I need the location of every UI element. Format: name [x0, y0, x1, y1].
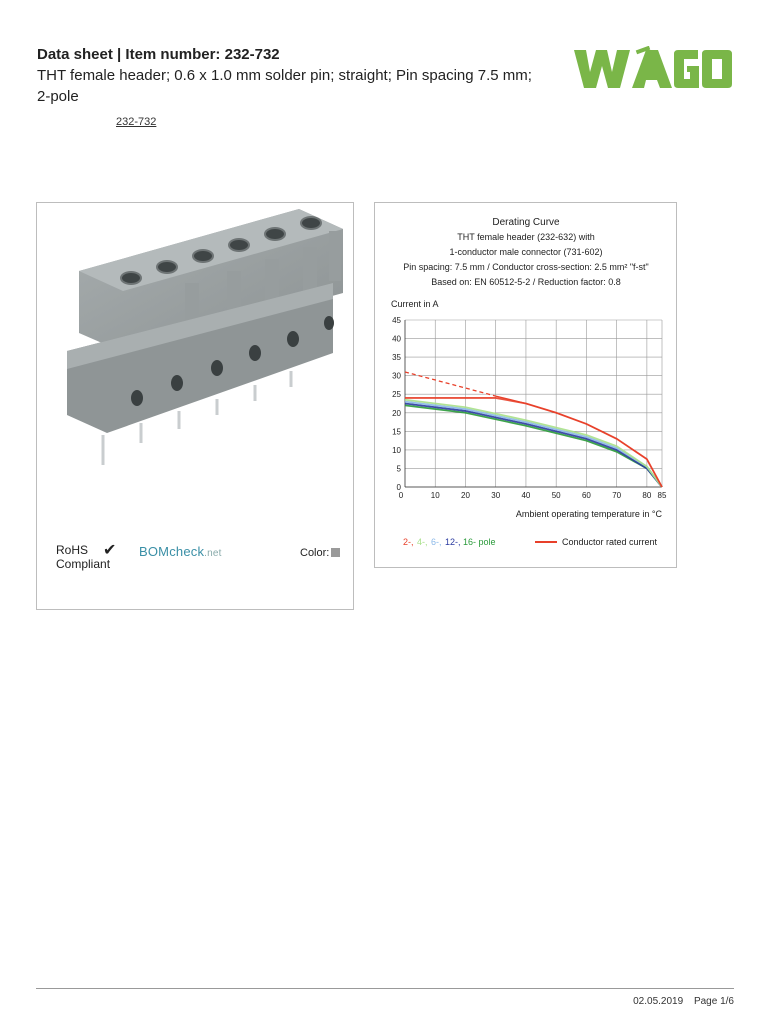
chart-title-line: Derating Curve: [492, 217, 560, 228]
x-tick-label: 70: [612, 491, 622, 500]
bomcheck-main: BOMcheck: [139, 544, 205, 559]
y-tick-label: 40: [392, 334, 401, 344]
rohs-line2: Compliant: [56, 557, 111, 571]
legend-pole-item: 2-,: [403, 537, 414, 547]
x-tick-label-zero: 0: [398, 491, 404, 500]
x-tick-label: 50: [551, 491, 561, 500]
derating-chart-box: [374, 202, 677, 568]
x-tick-label: 80: [642, 491, 652, 500]
y-tick-label: 5: [396, 464, 401, 474]
y-axis-label: Current in A: [391, 299, 439, 309]
x-tick-label: 60: [581, 491, 591, 500]
chart-title-line: Based on: EN 60512-5-2 / Reduction factor: 0.8: [431, 277, 621, 287]
y-tick-label: 30: [392, 371, 401, 381]
footer-date: 02.05.2019: [633, 996, 684, 1007]
product-subtitle: THT female header; 0.6 x 1.0 mm solder pin; straight; Pin spacing 7.5 mm; 2-pole: [37, 67, 532, 105]
legend-conductor-label: Conductor rated current: [562, 537, 658, 547]
rohs-line1: RoHS: [56, 543, 89, 557]
female-header-product-photo: [37, 203, 353, 533]
x-tick-label: 10: [430, 491, 440, 500]
chart-title-line: 1-conductor male connector (731-602): [449, 247, 603, 257]
chart-title-line: THT female header (232-632) with: [457, 232, 595, 242]
check-icon: ✔: [103, 542, 117, 559]
bomcheck-suffix: .net: [204, 548, 222, 559]
color-swatch: [331, 548, 340, 557]
wago-logo: [574, 46, 734, 92]
doc-type: Data sheet: [37, 46, 113, 63]
legend-pole-item: 6-,: [431, 537, 442, 547]
y-tick-label: 0: [396, 483, 401, 492]
y-tick-label: 45: [392, 316, 401, 325]
series-line-16-pole: [405, 405, 662, 487]
product-box: [36, 202, 354, 610]
footer-page: Page 1/6: [693, 996, 734, 1007]
legend-pole-item: 4-,: [417, 537, 428, 547]
chart-title-line: Pin spacing: 7.5 mm / Conductor cross-section: 2.5 mm² "f-st": [403, 262, 649, 272]
footer: [625, 996, 734, 1007]
series-line-2-pole: [405, 398, 662, 487]
item-number-link[interactable]: 232-732: [116, 116, 157, 128]
legend-pole-item: 12-,: [445, 537, 461, 547]
x-tick-label: 40: [521, 491, 531, 500]
series-line-12-pole: [405, 404, 662, 488]
derating-chart: [375, 203, 676, 567]
x-tick-label: 30: [491, 491, 501, 500]
x-tick-label: 20: [461, 491, 470, 500]
series-line-conductor-rated: [496, 396, 662, 487]
y-tick-label: 25: [392, 390, 401, 400]
color-indicator: [300, 547, 340, 559]
y-tick-label: 15: [392, 427, 401, 437]
item-number: Item number: 232-732: [125, 46, 280, 63]
x-axis-label: Ambient operating temperature in °C: [515, 509, 662, 519]
y-tick-label: 10: [392, 445, 401, 455]
y-tick-label: 35: [392, 353, 401, 363]
bomcheck-logo: [139, 544, 222, 559]
title-separator: |: [117, 46, 122, 63]
rohs-label: [56, 543, 110, 571]
y-tick-label: 20: [392, 408, 401, 418]
legend-pole-item: 16- pole: [463, 537, 496, 547]
document-title: [37, 44, 537, 107]
color-label: Color:: [300, 547, 330, 559]
footer-divider: [36, 988, 734, 989]
x-tick-label: 85: [657, 491, 667, 500]
